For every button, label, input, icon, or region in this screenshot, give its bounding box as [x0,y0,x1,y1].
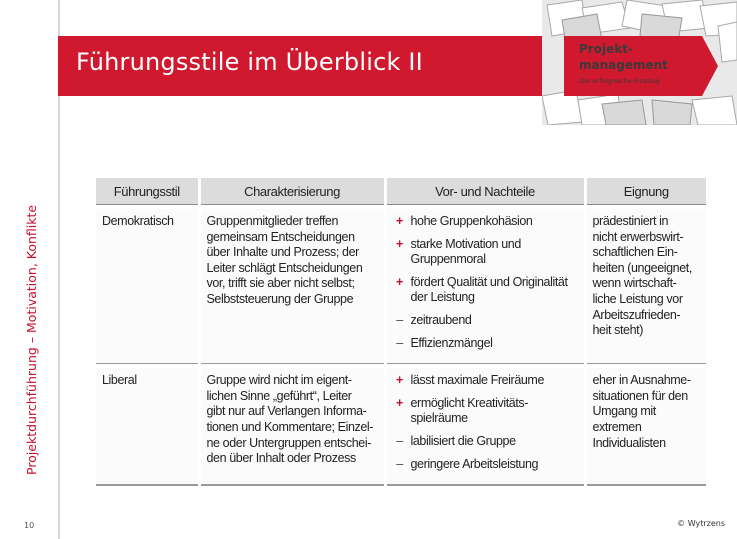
text-line: über Inhalte und Prozess; der [206,245,359,260]
plus-icon: + [396,395,403,410]
text-line: Selbststeuerung der Gruppe [206,291,354,306]
minus-icon: – [396,456,403,471]
minus-icon: – [396,433,403,448]
text-line: Gruppe wird nicht im eigent- [206,373,352,388]
con-item [393,313,578,329]
text-line: heit steht) [592,323,643,338]
pros-cons-cell [385,209,585,364]
text-line: geringere Arbeitsleistung [410,456,539,471]
section-vertical-title: Projektdurchführung – Motivation, Konflikte [24,204,39,475]
text-line: lichen Sinne „geführt“, Leiter [206,388,352,403]
book-subtitle: Der erfolgreiche Einstieg [579,77,660,85]
text-line: starke Motivation und [410,236,521,251]
minus-icon: – [396,312,403,327]
book-title-line2: management [579,58,668,72]
text-line: liche Leistung vor [592,291,683,306]
suitability-cell [585,368,706,485]
text-line: tionen und Kommentare; Einzel- [206,419,374,434]
text-line: lässt maximale Freiräume [410,373,544,388]
text-line: Gruppenmoral [410,252,486,267]
copyright-notice: © Wytrzens [677,519,725,528]
text-line: Arbeitszufrieden- [592,307,681,322]
text-line: schaftlichen Ein- [592,245,678,260]
style-name: Demokratisch [102,214,174,228]
text-line: gemeinsam Entscheidungen [206,229,355,244]
slide-title: Führungsstile im Überblick II [76,48,423,76]
text-line: Umgang mit [592,404,656,419]
con-item [393,457,578,473]
plus-icon: + [396,373,403,388]
header-pros-cons: Vor- und Nachteile [385,178,585,205]
pro-item [393,373,578,389]
table-row [96,368,706,485]
header-suitability: Eignung [585,178,706,205]
table-header-row [96,178,706,205]
characterization-cell [199,368,385,485]
header-characterization: Charakterisierung [199,178,385,205]
con-item [393,434,578,450]
text-line: nicht erwerbswirt- [592,229,684,244]
suitability-cell [585,209,706,364]
pro-item [393,237,578,268]
text-line: hohe Gruppenkohäsion [410,214,533,228]
text-line: Effizienzmängel [410,335,493,350]
pro-item [393,275,578,306]
text-line: ne oder Untergruppen entschei- [206,435,372,450]
book-title-line1: Projekt- [579,42,633,56]
plus-icon: + [396,274,403,289]
sidebar [0,0,60,539]
text-line: labilisiert die Gruppe [410,433,516,448]
text-line: extremen [592,419,642,434]
text-line: fördert Qualität und Originalität [410,274,568,289]
text-line: Individualisten [592,435,666,450]
table-row [96,209,706,364]
text-line: zeitraubend [410,312,472,327]
text-line: spielräume [410,411,468,426]
con-item [393,336,578,352]
text-line: der Leistung [410,290,475,305]
text-line: heiten (ungeeignet, [592,260,692,275]
style-cell [96,368,199,485]
text-line: vor, trifft sie aber nicht selbst; [206,276,355,291]
pros-cons-cell [385,368,585,485]
text-line: gibt nur auf Verlangen Informa- [206,404,367,419]
pro-item [393,214,578,230]
style-cell [96,209,199,364]
header-style: Führungsstil [96,178,199,205]
text-line: eher in Ausnahme- [592,373,691,388]
text-line: ermöglicht Kreativitäts- [410,395,529,410]
characterization-cell [199,209,385,364]
style-name: Liberal [102,373,137,388]
minus-icon: – [396,335,403,350]
pro-item [393,396,578,427]
text-line: Leiter schlägt Entscheidungen [206,260,363,275]
text-line: situationen für den [592,388,688,403]
book-arrow-shape [702,36,718,96]
text-line: den über Inhalt oder Prozess [206,451,356,466]
text-line: Gruppenmitglieder treffen [206,214,339,228]
plus-icon: + [396,236,403,251]
leadership-styles-table [96,178,706,486]
text-line: prädestiniert in [592,214,669,228]
plus-icon: + [396,214,403,228]
page-number: 10 [24,521,35,530]
text-line: wenn wirtschaft- [592,276,677,291]
